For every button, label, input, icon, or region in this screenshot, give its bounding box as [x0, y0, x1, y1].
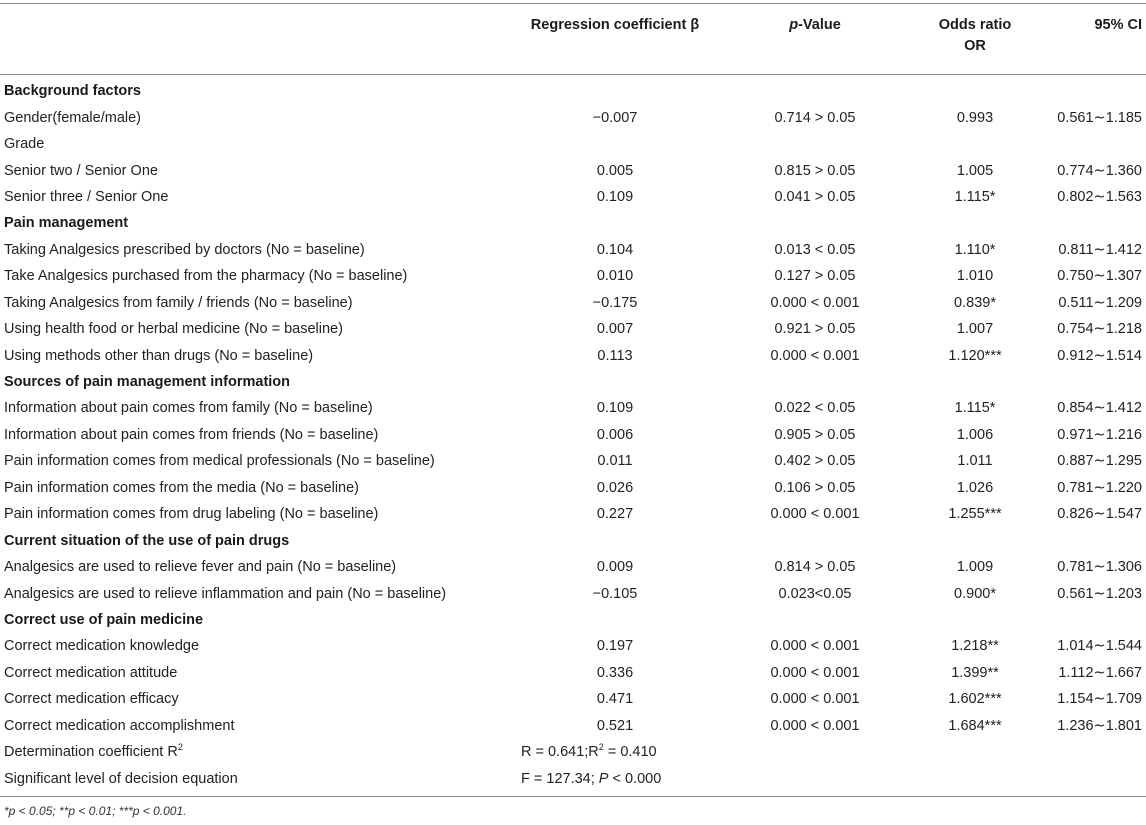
odds-ratio-cell: 1.120*** — [948, 347, 1002, 364]
p-value-cell: 0.000 < 0.001 — [770, 506, 860, 523]
odds-ratio-cell: 1.011 — [957, 453, 993, 470]
p-value-cell: 0.814 > 0.05 — [774, 559, 856, 576]
ci-cell: 0.802∼1.563 — [1057, 188, 1142, 205]
odds-ratio-cell: 1.010 — [956, 268, 994, 285]
ci-cell: 0.511∼1.209 — [1058, 294, 1142, 311]
odds-ratio-cell: 1.009 — [956, 559, 994, 576]
odds-ratio-cell: 1.218** — [951, 638, 999, 655]
header-ci: 95% CI — [1094, 17, 1142, 33]
table-row — [0, 237, 1146, 263]
sig-value-a: F = 127.34; — [521, 770, 599, 787]
beta-cell: 0.007 — [596, 321, 634, 338]
r2-value-sup: 2 — [598, 742, 604, 753]
section-heading: Background factors — [4, 83, 141, 100]
odds-ratio-cell: 1.007 — [956, 321, 994, 338]
table-row — [0, 475, 1146, 501]
ci-cell: 1.112∼1.667 — [1058, 664, 1142, 681]
odds-ratio-cell: 1.115* — [954, 188, 996, 205]
odds-ratio-cell: 0.839* — [954, 294, 996, 311]
p-value-cell: 0.402 > 0.05 — [774, 453, 856, 470]
beta-cell: 0.113 — [597, 347, 633, 364]
table-row — [0, 395, 1146, 421]
row-label: Taking Analgesics prescribed by doctors (No = baseline) — [4, 241, 365, 258]
beta-cell: 0.471 — [596, 691, 634, 708]
beta-cell: −0.105 — [592, 585, 638, 602]
table-row — [0, 501, 1146, 527]
p-value-cell: 0.022 < 0.05 — [774, 400, 856, 417]
ci-cell: 0.774∼1.360 — [1057, 162, 1142, 179]
row-label: Senior two / Senior One — [4, 162, 158, 179]
row-label: Grade — [4, 136, 45, 153]
odds-ratio-cell: 1.026 — [956, 479, 994, 496]
bottom-rule — [0, 796, 1146, 797]
ci-cell: 0.854∼1.412 — [1057, 400, 1142, 417]
beta-cell: 0.005 — [596, 162, 634, 179]
beta-cell: 0.026 — [596, 479, 634, 496]
odds-ratio-cell: 0.993 — [956, 109, 994, 126]
row-label: Taking Analgesics from family / friends (No = baseline) — [4, 294, 353, 311]
p-value-cell: 0.921 > 0.05 — [774, 321, 856, 338]
table-row — [0, 580, 1146, 606]
row-label: Pain information comes from medical professionals (No = baseline) — [4, 453, 435, 470]
row-label: Using health food or herbal medicine (No = baseline) — [4, 321, 343, 338]
header-p-italic: p — [789, 17, 799, 33]
row-label: Information about pain comes from friends (No = baseline) — [4, 426, 379, 443]
sig-label: Significant level of decision equation — [4, 770, 238, 787]
odds-ratio-cell: 1.115* — [954, 400, 996, 417]
odds-ratio-cell: 1.005 — [956, 162, 994, 179]
p-value-cell: 0.041 > 0.05 — [774, 188, 856, 205]
header-p-value — [715, 0, 915, 78]
table-row — [0, 316, 1146, 342]
beta-cell: 0.521 — [596, 717, 634, 734]
table-row — [0, 660, 1146, 686]
row-label: Pain information comes from drug labeling (No = baseline) — [4, 506, 379, 523]
table-row — [0, 157, 1146, 183]
beta-cell: 0.006 — [596, 426, 634, 443]
header-variable — [0, 0, 515, 78]
p-value-cell: 0.000 < 0.001 — [770, 638, 860, 655]
beta-cell: 0.109 — [596, 188, 634, 205]
p-value-cell: 0.905 > 0.05 — [774, 426, 856, 443]
section-heading: Sources of pain management information — [4, 374, 291, 391]
row-label: Correct medication efficacy — [4, 691, 179, 708]
beta-cell: 0.011 — [597, 453, 633, 470]
beta-cell: 0.104 — [596, 241, 634, 258]
section-heading: Pain management — [4, 215, 129, 232]
ci-cell: 0.754∼1.218 — [1057, 321, 1142, 338]
r2-value — [515, 739, 1146, 765]
p-value-cell: 0.013 < 0.05 — [774, 241, 856, 258]
ci-cell: 0.561∼1.185 — [1057, 109, 1142, 126]
ci-cell: 0.811∼1.412 — [1058, 241, 1142, 258]
table-row — [0, 554, 1146, 580]
table-row — [0, 104, 1146, 130]
table-row — [0, 448, 1146, 474]
row-label: Correct medication attitude — [4, 664, 178, 681]
odds-ratio-cell: 1.399** — [951, 664, 999, 681]
r2-label-sup: 2 — [177, 742, 183, 753]
header-odds-ratio — [915, 0, 1035, 78]
row-label: Analgesics are used to relieve inflammation and pain (No = baseline) — [4, 585, 447, 602]
beta-cell: 0.227 — [596, 506, 634, 523]
ci-cell: 1.154∼1.709 — [1057, 691, 1142, 708]
sig-value-p: P — [598, 770, 609, 787]
beta-cell: −0.007 — [592, 109, 638, 126]
p-value-cell: 0.127 > 0.05 — [774, 268, 856, 285]
row-label: Correct medication knowledge — [4, 638, 200, 655]
beta-cell: 0.336 — [596, 664, 634, 681]
p-value-cell: 0.106 > 0.05 — [774, 479, 856, 496]
ci-cell: 0.887∼1.295 — [1057, 453, 1142, 470]
p-value-cell: 0.000 < 0.001 — [770, 717, 860, 734]
table-row — [0, 290, 1146, 316]
section-header-row — [0, 369, 1146, 395]
table-row — [0, 342, 1146, 368]
subgroup-row — [0, 131, 1146, 157]
p-value-cell: 0.714 > 0.05 — [774, 109, 856, 126]
row-label: Pain information comes from the media (No = baseline) — [4, 479, 360, 496]
table-row — [0, 422, 1146, 448]
table-row-significance — [0, 765, 1146, 791]
r2-label-text: Determination coefficient R — [4, 744, 178, 761]
ci-cell: 1.236∼1.801 — [1057, 717, 1142, 734]
odds-ratio-cell: 1.602*** — [948, 691, 1002, 708]
table-body — [0, 78, 1146, 792]
footnote: *p < 0.05; **p < 0.01; ***p < 0.001. — [4, 804, 187, 818]
odds-ratio-cell: 1.255*** — [948, 506, 1002, 523]
beta-cell: 0.197 — [596, 638, 634, 655]
row-label: Gender(female/male) — [4, 109, 141, 126]
p-value-cell: 0.815 > 0.05 — [774, 162, 856, 179]
section-header-row — [0, 527, 1146, 553]
beta-cell: 0.009 — [596, 559, 634, 576]
ci-cell: 0.750∼1.307 — [1057, 268, 1142, 285]
ci-cell: 0.781∼1.220 — [1057, 479, 1142, 496]
beta-cell: 0.109 — [596, 400, 634, 417]
section-heading: Correct use of pain medicine — [4, 611, 204, 628]
p-value-cell: 0.000 < 0.001 — [770, 294, 860, 311]
header-or-line1: Odds ratio — [938, 17, 1012, 33]
table-row — [0, 184, 1146, 210]
table-row — [0, 686, 1146, 712]
odds-ratio-cell: 1.110* — [954, 241, 996, 258]
p-value-cell: 0.000 < 0.001 — [770, 691, 860, 708]
row-label: Correct medication accomplishment — [4, 717, 235, 734]
row-label: Using methods other than drugs (No = baseline) — [4, 347, 314, 364]
header-p-rest: -Value — [798, 17, 841, 33]
ci-cell: 0.561∼1.203 — [1057, 585, 1142, 602]
row-label: Senior three / Senior One — [4, 188, 169, 205]
r2-value-a: R = 0.641;R — [521, 744, 599, 761]
header-row — [0, 0, 1146, 78]
p-value-cell: 0.000 < 0.001 — [770, 664, 860, 681]
header-beta: Regression coefficient β — [530, 17, 700, 33]
table-row — [0, 633, 1146, 659]
odds-ratio-cell: 1.006 — [956, 426, 994, 443]
r2-label — [0, 739, 515, 765]
section-header-row — [0, 607, 1146, 633]
odds-ratio-cell: 1.684*** — [948, 717, 1002, 734]
beta-cell: 0.010 — [596, 268, 634, 285]
section-header-row — [0, 210, 1146, 236]
table-row — [0, 263, 1146, 289]
table-row-r2 — [0, 739, 1146, 765]
row-label: Information about pain comes from family (No = baseline) — [4, 400, 373, 417]
beta-cell: −0.175 — [592, 294, 638, 311]
row-label: Take Analgesics purchased from the pharmacy (No = baseline) — [4, 268, 408, 285]
r2-value-b: = 0.410 — [603, 744, 657, 761]
p-value-cell: 0.000 < 0.001 — [770, 347, 860, 364]
ci-cell: 0.912∼1.514 — [1057, 347, 1142, 364]
section-header-row — [0, 78, 1146, 104]
header-or-line2: OR — [964, 38, 986, 54]
sig-value — [515, 765, 1146, 791]
section-heading: Current situation of the use of pain drugs — [4, 532, 290, 549]
ci-cell: 0.971∼1.216 — [1057, 426, 1142, 443]
odds-ratio-cell: 0.900* — [954, 585, 996, 602]
sig-value-b: < 0.000 — [608, 770, 662, 787]
table-row — [0, 713, 1146, 739]
row-label: Analgesics are used to relieve fever and pain (No = baseline) — [4, 559, 397, 576]
ci-cell: 1.014∼1.544 — [1057, 638, 1142, 655]
ci-cell: 0.781∼1.306 — [1057, 559, 1142, 576]
p-value-cell: 0.023<0.05 — [778, 585, 852, 602]
ci-cell: 0.826∼1.547 — [1057, 506, 1142, 523]
